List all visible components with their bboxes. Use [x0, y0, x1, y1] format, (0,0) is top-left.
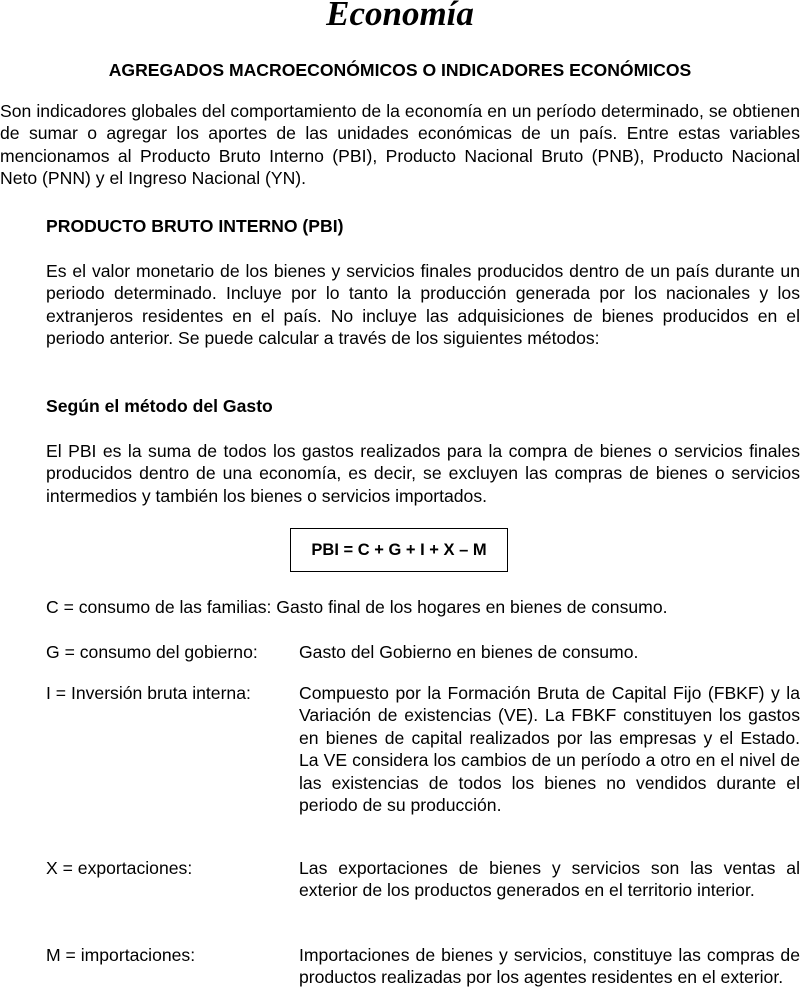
pbi-formula-box	[290, 528, 508, 572]
section-heading: AGREGADOS MACROECONÓMICOS O INDICADORES ECONÓMICOS	[108, 60, 692, 80]
pbi-definition: Es el valor monetario de los bienes y servicios finales producidos dentro de un país durante un periodo determinado. Incluye por lo tanto la producción generada por los nacionales y los extranjeros residentes en el país. No incluye las adquisiciones de bienes producidos en el periodo anterior. Se puede calcular a través de los siguientes métodos:	[46, 261, 800, 349]
component-c-definition: C = consumo de las familias: Gasto final de los hogares en bienes de consumo.	[46, 597, 668, 617]
component-x-term: X = exportaciones:	[46, 858, 193, 878]
component-g-term: G = consumo del gobierno:	[46, 642, 258, 662]
pbi-formula: PBI = C + G + I + X – M	[311, 540, 487, 559]
component-m-term: M = importaciones:	[46, 945, 196, 965]
page-title: Economía	[326, 0, 474, 33]
gasto-method-heading: Según el método del Gasto	[46, 396, 273, 416]
gasto-method-definition: El PBI es la suma de todos los gastos realizados para la compra de bienes o servicios finales producidos dentro de una economía, es decir, se excluyen las compras de bienes o servicios intermedios y también los bienes o servicios importados.	[46, 441, 800, 506]
component-m-description: Importaciones de bienes y servicios, constituye las compras de productos realizadas por los agentes residentes en el exterior.	[299, 945, 800, 988]
component-g-description: Gasto del Gobierno en bienes de consumo.	[299, 642, 639, 662]
component-x-description: Las exportaciones de bienes y servicios son las ventas al exterior de los productos generados en el territorio interior.	[299, 858, 800, 901]
component-i-term: I = Inversión bruta interna:	[46, 683, 251, 703]
pbi-heading: PRODUCTO BRUTO INTERNO (PBI)	[46, 216, 344, 236]
component-i-description: Compuesto por la Formación Bruta de Capital Fijo (FBKF) y la Variación de existencias (VE). La FBKF constituyen los gastos en bienes de capital realizados por las empresas y el Estado. La VE considera los cambios de un período a otro en el nivel de las existencias de todos los bienes no vendidos durante el periodo de su producción.	[299, 683, 800, 816]
intro-paragraph: Son indicadores globales del comportamiento de la economía en un período determinado, se obtienen de sumar o agregar los aportes de las unidades económicas de un país. Entre estas variables mencionamos al Producto Bruto Interno (PBI), Producto Nacional Bruto (PNB), Producto Nacional Neto (PNN) y el Ingreso Nacional (YN).	[0, 101, 800, 189]
